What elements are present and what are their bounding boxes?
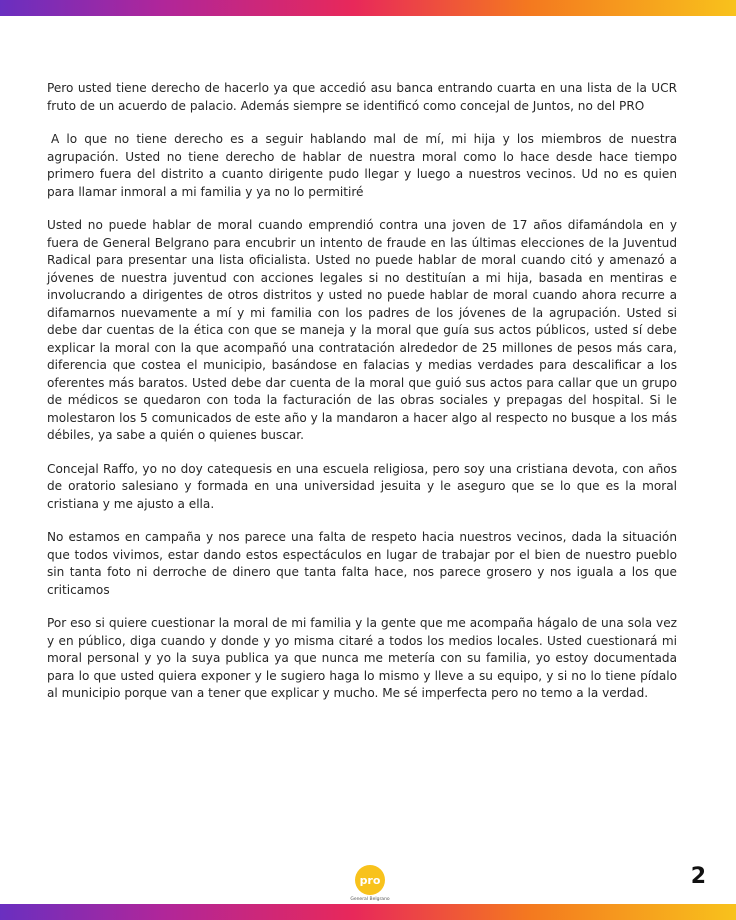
letter-body: [47, 80, 677, 719]
logo-wordmark: pro: [359, 873, 381, 887]
paragraph-1: Pero usted tiene derecho de hacerlo ya que accedió asu banca entrando cuarta en una lista de la UCR fruto de un acuerdo de palacio. Además siempre se identificó como concejal de Juntos, no del PRO: [47, 81, 677, 113]
page-number: 2: [690, 864, 706, 889]
paragraph-4: Concejal Raffo, yo no doy catequesis en una escuela religiosa, pero soy una cristiana devota, con años de oratorio salesiano y formada en una universidad jesuita y le aseguro que se lo que es la moral cristiana y me ajusto a ella.: [47, 461, 677, 511]
logo-subtitle: General Belgrano: [350, 897, 390, 902]
pro-logo: [345, 865, 393, 907]
paragraph-2: A lo que no tiene derecho es a seguir hablando mal de mí, mi hija y los miembros de nuestra agrupación. Usted no tiene derecho de hablar de nuestra moral como lo hace desde hace tiempo primero fuera del distrito a cuanto dirigente pudo llegar y luego a nuestros vecinos. Ud no es quien para llamar inmoral a mi familia y ya no lo permitiré: [47, 132, 677, 199]
logo-badge: [355, 865, 385, 895]
paragraph-6: Por eso si quiere cuestionar la moral de mi familia y la gente que me acompaña hágalo de una sola vez y en público, diga cuando y donde y yo misma citaré a todos los medios locales. Usted cuestionará mi moral personal y yo la suya publica ya que nunca me metería con su familia, yo estoy documentada para lo que usted quiera exponer y le sugiero haga lo mismo y lleve a su equipo, y si no lo tiene pídalo al municipio porque van a tener que explicar y mucho. Me sé imperfecta pero no temo a la verdad.: [47, 616, 677, 700]
paragraph-5: No estamos en campaña y nos parece una falta de respeto hacia nuestros vecinos, dada la situación que todos vivimos, estar dando estos espectáculos en lugar de trabajar por el bien de nuestro pueblo sin tanta foto ni derroche de dinero que tanta falta hace, nos parece grosero y nos iguala a los que criticamos: [47, 530, 677, 597]
top-color-band: [0, 0, 736, 16]
paragraph-3: Usted no puede hablar de moral cuando emprendió contra una joven de 17 años difamándola en y fuera de General Belgrano para encubrir un intento de fraude en las últimas elecciones de la Juventud Radical para presentar una lista oficialista. Usted no puede hablar de moral cuando citó y amenazó a jóvenes de nuestra juventud con acciones legales si no destituían a mi hija, basada en mentiras e involucrando a dirigentes de otros distritos y usted no puede hablar de moral cuando ahora recurre a difamarnos nuevamente a mí y mi familia con los padres de los jóvenes de la agrupación. Usted si debe dar cuentas de la ética con que se maneja y la moral que guía sus actos públicos, usted sí debe explicar la moral con la que acompañó una contratación alrededor de 25 millones de pesos más cara, diferencia que costea el municipio, basándose en falacias y medias verdades para descalificar a los oferentes más baratos. Usted debe dar cuenta de la moral que guió sus actos para callar que un grupo de médicos se quedaron con toda la facturación de las obras sociales y prepagas del hospital. Si le molestaron los 5 comunicados de este año y la mandaron a hacer algo al respecto no busque a los más débiles, ya sabe a quién o quienes buscar.: [47, 218, 677, 442]
bottom-color-band: [0, 904, 736, 920]
